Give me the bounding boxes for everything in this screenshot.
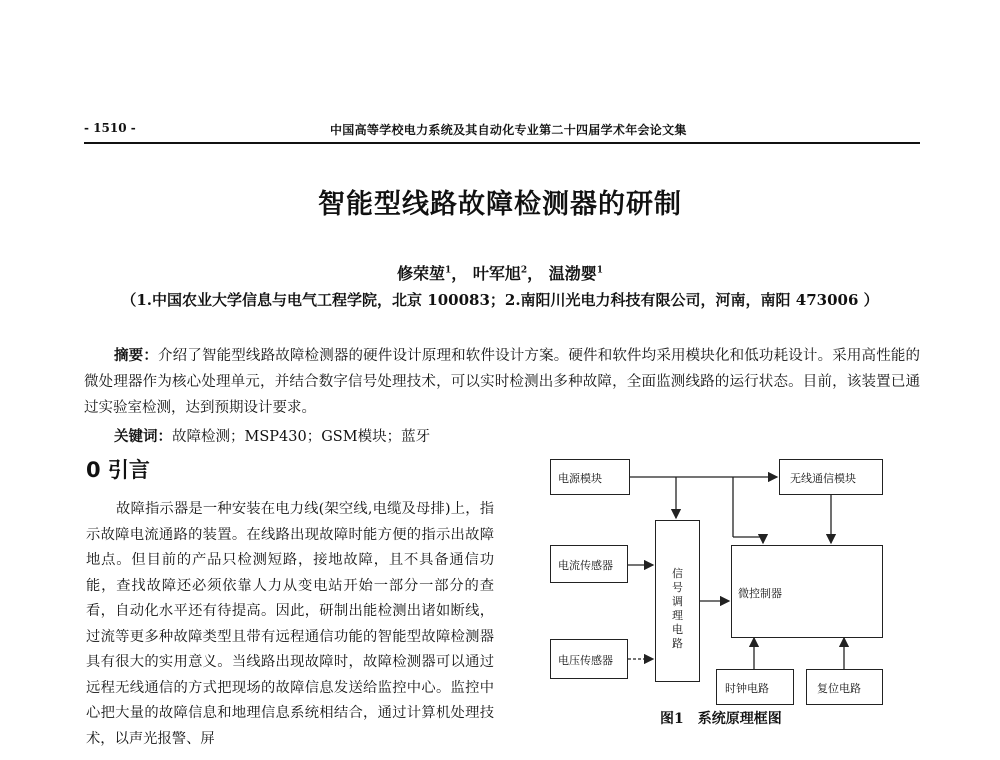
author-list: 修荣堃$^1$， 叶军旭$^2$， 温渤婴$^1$ [397, 264, 603, 283]
figure-caption: 图1 系统原理框图 [660, 711, 782, 727]
author-name: 叶军旭 [472, 264, 521, 283]
body-paragraph: 故障指示器是一种安装在电力线(架空线,电缆及母排)上，指示故障电流通路的装置。在线路出现故障时能方便的指示出故障地点。但目前的产品只检测短路，接地故障，且不具备通信功能，查找故障还必须依靠人力从变电站开始一部分一部分的查看，自动化水平还有待提高。因此，研制出能检测出诸如断线，过流等更多种故障类型且带有远程通信功能的智能型故障检测器具有很大的实用意义。当线路出现故障时，故障检测器可以通过远程无线通信的方式把现场的故障信息发送给监控中心。监控中心把大量的故障信息和地理信息系统相结合，通过计算机处理技术，以声光报警、屏 [86, 501, 494, 747]
mcu-label: 微控制器 [738, 587, 782, 600]
wireless-module-label: 无线通信模块 [790, 472, 856, 485]
author-name: 温渤婴 [548, 264, 597, 283]
current-sensor-label: 电流传感器 [558, 559, 613, 572]
mcu-block [731, 545, 883, 638]
abstract-text: 介绍了智能型线路故障检测器的硬件设计原理和软件设计方案。硬件和软件均采用模块化和低功耗设计。采用高性能的微处理器作为核心处理单元，并结合数字信号处理技术，可以实时检测出多种故障，全面监测线路的运行状态。目前，该装置已通过实验室检测，达到预期设计要求。 [84, 348, 921, 416]
keywords-label: 关键词： [114, 428, 172, 445]
power-module-label: 电源模块 [558, 472, 602, 485]
paper-title: 智能型线路故障检测器的研制 [318, 189, 682, 220]
voltage-sensor-block [550, 639, 628, 679]
signal-conditioning-label: 信号调理电路 [672, 567, 683, 650]
wireless-module-block [779, 459, 883, 495]
header-rule [84, 142, 920, 144]
keywords-text: 故障检测；MSP430；GSM模块；蓝牙 [172, 429, 431, 445]
keywords [114, 425, 430, 446]
clock-circuit-block [716, 669, 794, 705]
page-number: - 1510 - [84, 121, 136, 135]
section-heading: 0 引言 [86, 458, 150, 482]
reset-circuit-block [806, 669, 883, 705]
author-name: 修荣堃 [397, 264, 446, 283]
system-block-diagram [548, 447, 898, 717]
author-sup: 1 [596, 265, 603, 276]
voltage-sensor-label: 电压传感器 [558, 654, 613, 667]
reset-circuit-label: 复位电路 [817, 682, 861, 695]
abstract-label: 摘要： [114, 347, 158, 364]
affiliation: （1.中国农业大学信息与电气工程学院，北京 100083；2.南阳川光电力科技有限公司，河南，南阳 473006 ） [121, 291, 879, 309]
signal-conditioning-block [655, 520, 700, 682]
author-sup: 1 [445, 265, 452, 276]
current-sensor-block [550, 545, 628, 583]
abstract [84, 343, 920, 421]
journal-title: 中国高等学校电力系统及其自动化专业第二十四届学术年会论文集 [330, 123, 687, 137]
power-module-block [550, 459, 630, 495]
clock-circuit-label: 时钟电路 [725, 682, 769, 695]
author-sup: 2 [520, 265, 528, 276]
